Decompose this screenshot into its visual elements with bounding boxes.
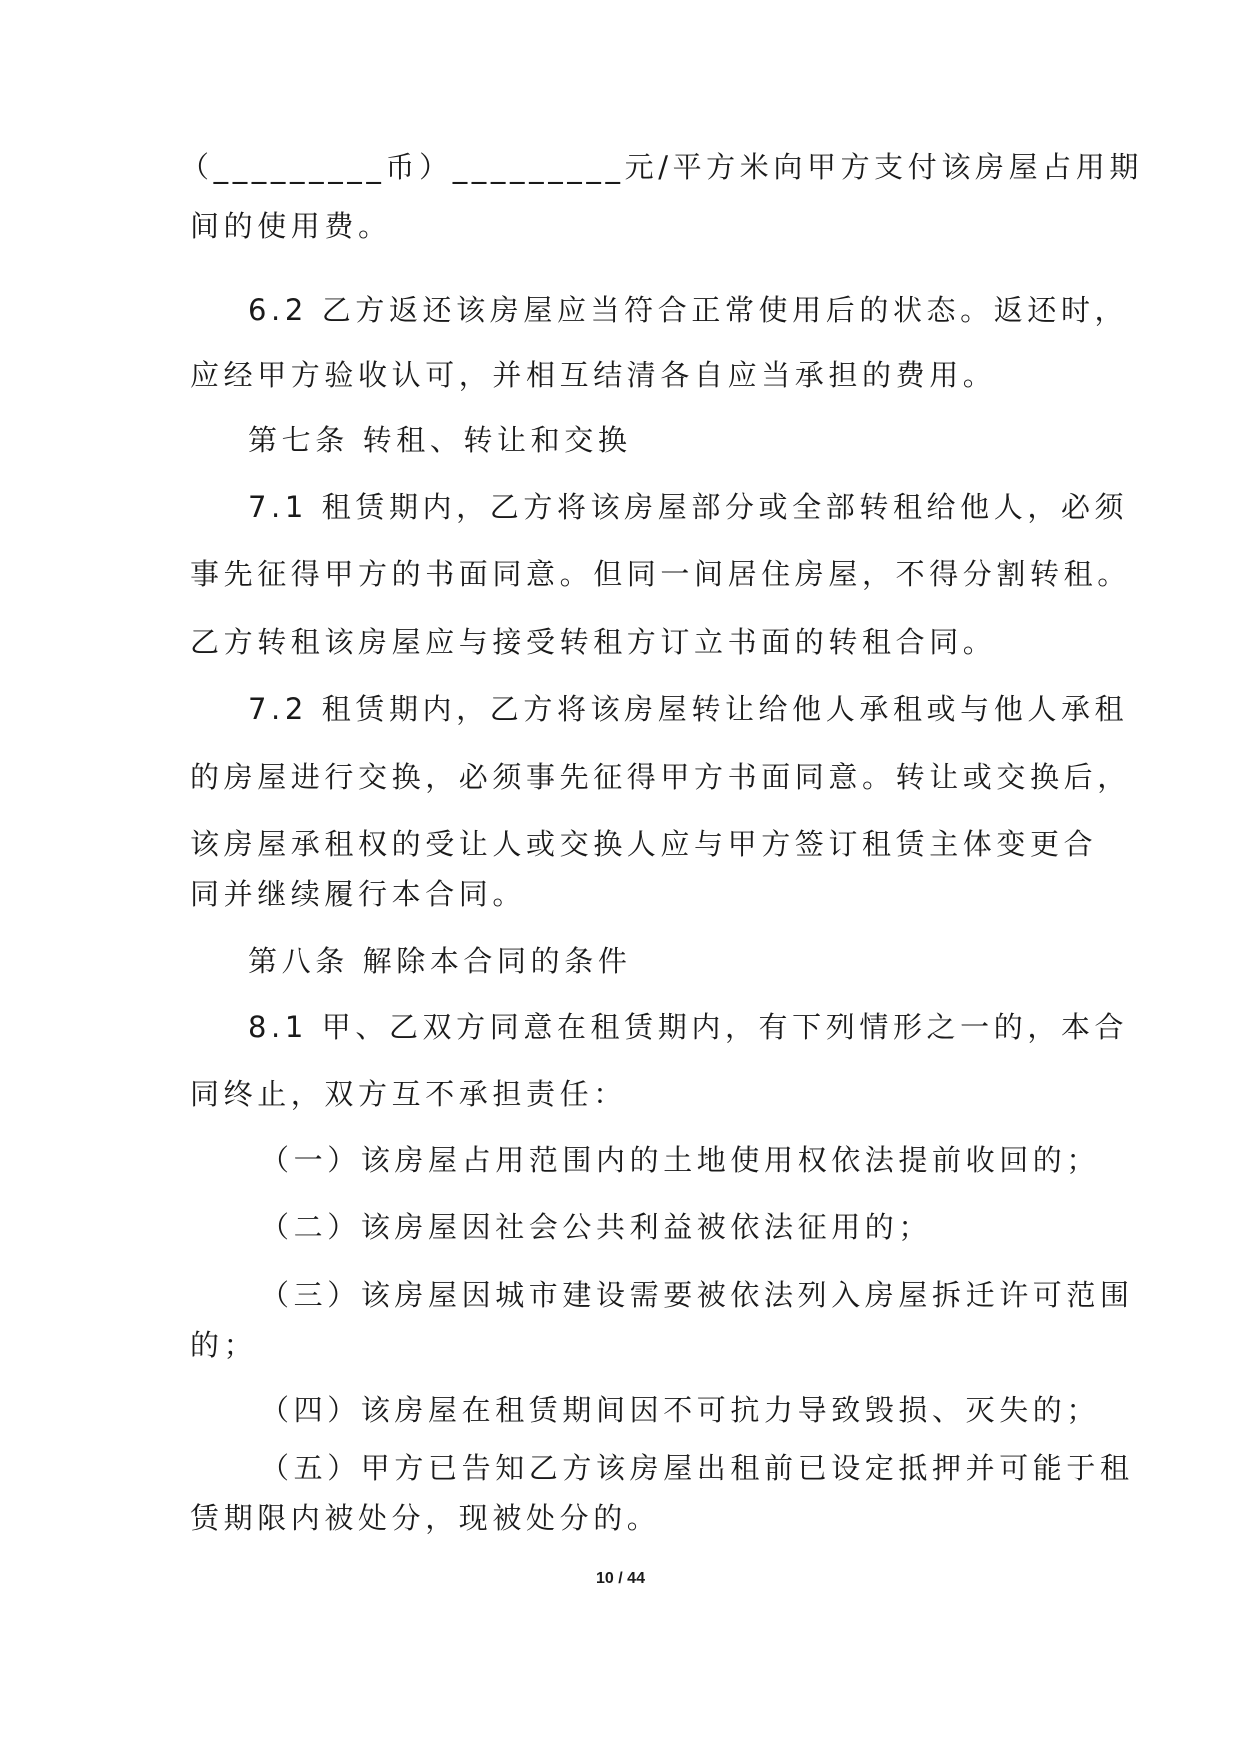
- text-line-2: 间的使用费。: [190, 209, 392, 243]
- list-item-2: （二）该房屋因社会公共利益被依法征用的；: [260, 1210, 933, 1244]
- text-line-8: 乙方转租该房屋应与接受转租方订立书面的转租合同。: [190, 625, 997, 659]
- list-item-5: （五）甲方已告知乙方该房屋出租前已设定抵押并可能于租: [260, 1451, 1134, 1485]
- text-line-11: 该房屋承租权的受让人或交换人应与甲方签订租赁主体变更合: [190, 827, 1098, 861]
- text-line-6: 7.1 租赁期内，乙方将该房屋部分或全部转租给他人，必须: [248, 490, 1129, 524]
- text-line-7: 事先征得甲方的书面同意。但同一间居住房屋，不得分割转租。: [190, 557, 1131, 591]
- text-line-3: 6.2 乙方返还该房屋应当符合正常使用后的状态。返还时，: [248, 293, 1129, 327]
- section-heading-8: 第八条 解除本合同的条件: [248, 944, 632, 978]
- text-line-9: 7.2 租赁期内，乙方将该房屋转让给他人承租或与他人承租: [248, 692, 1129, 726]
- text-line-15: 同终止，双方互不承担责任：: [190, 1077, 627, 1111]
- list-item-1: （一）该房屋占用范围内的土地使用权依法提前收回的；: [260, 1143, 1101, 1177]
- section-heading-7: 第七条 转租、转让和交换: [248, 423, 632, 457]
- list-item-3: （三）该房屋因城市建设需要被依法列入房屋拆迁许可范围: [260, 1278, 1134, 1312]
- text-line-12: 同并继续履行本合同。: [190, 877, 527, 911]
- text-line-4: 应经甲方验收认可，并相互结清各自应当承担的费用。: [190, 358, 997, 392]
- text-line-14: 8.1 甲、乙双方同意在租赁期内，有下列情形之一的，本合: [248, 1010, 1129, 1044]
- list-item-3-cont: 的；: [190, 1328, 258, 1362]
- text-line-10: 的房屋进行交换，必须事先征得甲方书面同意。转让或交换后，: [190, 760, 1131, 794]
- text-line-1: （_________币）_________元/平方米向甲方支付该房屋占用期: [180, 150, 1143, 184]
- list-item-5-cont: 赁期限内被处分，现被处分的。: [190, 1501, 661, 1535]
- list-item-4: （四）该房屋在租赁期间因不可抗力导致毁损、灭失的；: [260, 1393, 1101, 1427]
- page-number: 10 / 44: [596, 1570, 645, 1587]
